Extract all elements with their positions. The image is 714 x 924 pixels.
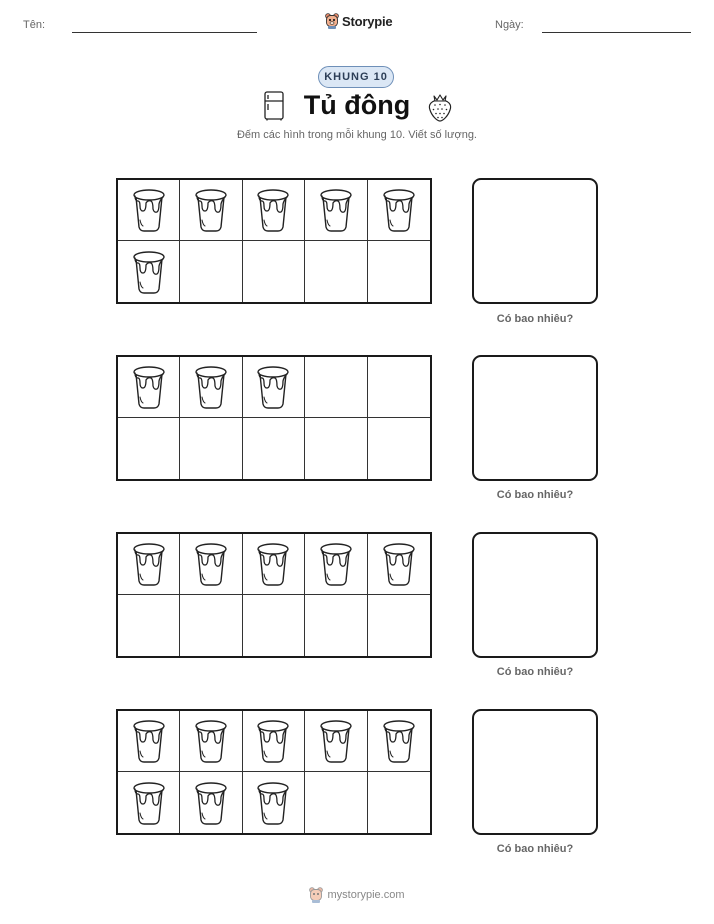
yogurt-cup-icon [254,541,292,587]
frame-cell [243,180,305,241]
yogurt-cup-icon [254,187,292,233]
frame-cell [118,772,180,833]
frame-cell [305,711,367,772]
frame-cell [368,180,430,241]
name-line[interactable] [72,32,257,33]
yogurt-cup-icon [317,718,355,764]
yogurt-cup-icon [254,718,292,764]
frame-cell [368,711,430,772]
count-prompt-2: Có bao nhiêu? [496,489,574,501]
instructions: Đếm các hình trong mỗi khung 10. Viết số lượng. [236,129,477,141]
yogurt-cup-icon [130,187,168,233]
frame-cell [180,595,242,656]
yogurt-cup-icon [192,187,230,233]
count-prompt-4: Có bao nhiêu? [496,843,574,855]
yogurt-cup-icon [317,541,355,587]
answer-box-2[interactable] [472,355,598,481]
frame-cell [243,418,305,479]
yogurt-cup-icon [254,364,292,410]
strawberry-icon [426,92,454,122]
count-prompt-3: Có bao nhiêu? [496,666,574,678]
frame-cell [243,534,305,595]
frame-cell [180,772,242,833]
frame-cell [305,180,367,241]
yogurt-cup-icon [380,187,418,233]
frame-cell [368,595,430,656]
yogurt-cup-icon [254,780,292,826]
footer-url[interactable]: mystorypie.com [327,889,405,901]
date-line[interactable] [542,32,691,33]
frame-cell [305,595,367,656]
frame-cell [243,241,305,302]
answer-box-3[interactable] [472,532,598,658]
count-prompt-1: Có bao nhiêu? [496,313,574,325]
frame-cell [243,711,305,772]
frame-cell [118,357,180,418]
frame-cell [180,241,242,302]
storypie-logo [325,13,392,29]
frame-cell [305,418,367,479]
storypie-mascot-icon [309,887,323,903]
yogurt-cup-icon [317,187,355,233]
yogurt-cup-icon [130,541,168,587]
frame-cell [118,534,180,595]
frame-cell [243,357,305,418]
frame-cell [305,534,367,595]
frame-cell [368,241,430,302]
frame-cell [118,595,180,656]
worksheet-badge: KHUNG 10 [318,66,394,88]
page-title: Tủ đông [303,90,411,120]
yogurt-cup-icon [192,364,230,410]
ten-frame-2 [116,355,432,481]
frame-cell [305,241,367,302]
frame-cell [180,534,242,595]
frame-cell [368,357,430,418]
frame-cell [305,772,367,833]
frame-cell [368,534,430,595]
yogurt-cup-icon [130,249,168,295]
frame-cell [118,180,180,241]
yogurt-cup-icon [130,718,168,764]
footer [0,887,714,903]
yogurt-cup-icon [130,780,168,826]
frame-cell [368,418,430,479]
frame-cell [180,180,242,241]
answer-box-1[interactable] [472,178,598,304]
ten-frame-1 [116,178,432,304]
yogurt-cup-icon [130,364,168,410]
answer-box-4[interactable] [472,709,598,835]
yogurt-cup-icon [192,718,230,764]
frame-cell [180,357,242,418]
ten-frame-3 [116,532,432,658]
frame-cell [118,418,180,479]
storypie-mascot-icon [325,13,339,29]
name-label: Tên: [23,19,46,31]
ten-frame-4 [116,709,432,835]
yogurt-cup-icon [380,541,418,587]
date-label: Ngày: [495,19,524,31]
frame-cell [118,241,180,302]
frame-cell [180,711,242,772]
yogurt-cup-icon [192,541,230,587]
frame-cell [305,357,367,418]
frame-cell [180,418,242,479]
yogurt-cup-icon [192,780,230,826]
yogurt-cup-icon [380,718,418,764]
frame-cell [118,711,180,772]
frame-cell [243,772,305,833]
frame-cell [368,772,430,833]
frame-cell [243,595,305,656]
logo-text: Storypie [342,13,393,29]
